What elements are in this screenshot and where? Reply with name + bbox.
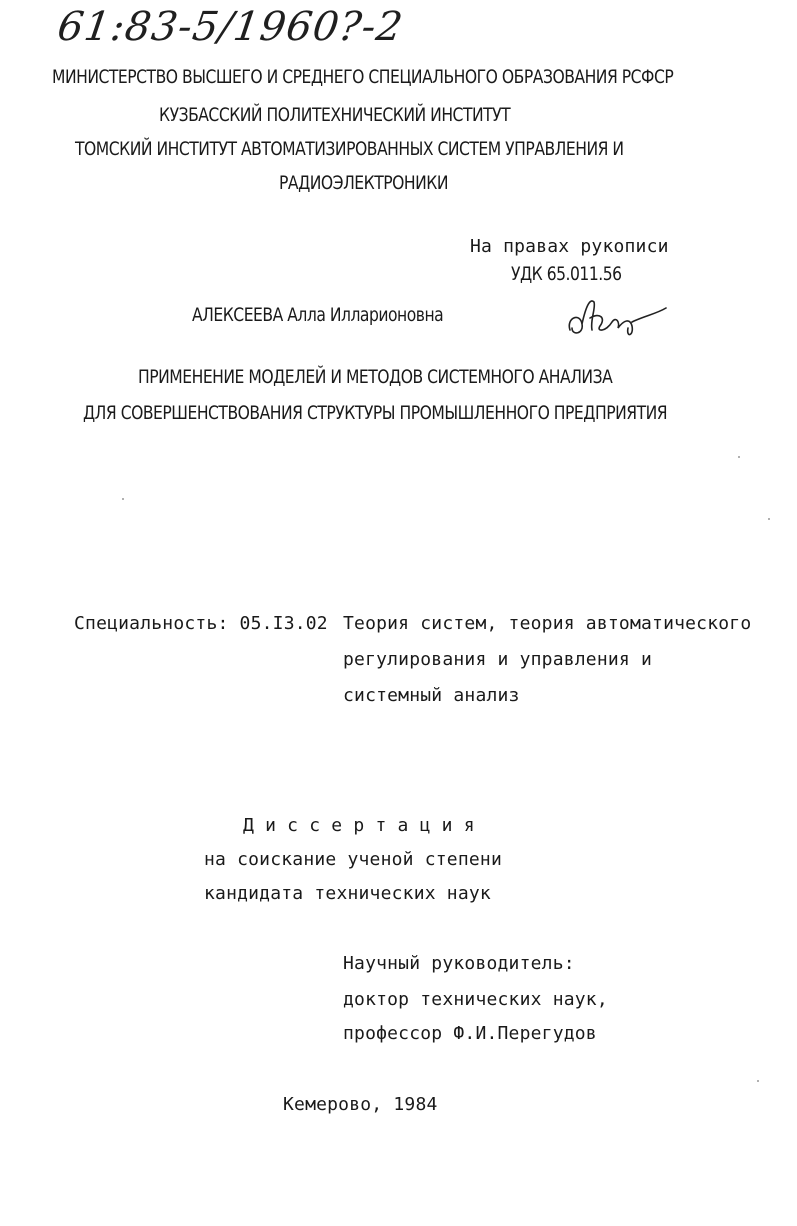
scan-speck	[757, 1080, 759, 1082]
specialty-label: Специальность: 05.I3.02	[74, 613, 328, 634]
degree-line1: на соискание ученой степени	[204, 849, 502, 870]
manuscript-rights: На правах рукописи	[470, 236, 669, 257]
author-signature	[560, 292, 670, 342]
dissertation-heading: Д и с с е р т а ц и я	[243, 815, 475, 836]
udk-code: УДК 65.011.56	[511, 263, 622, 285]
institute-tomsk-line2: РАДИОЭЛЕКТРОНИКИ	[279, 172, 449, 194]
dissertation-title-line2: ДЛЯ СОВЕРШЕНСТВОВАНИЯ СТРУКТУРЫ ПРОМЫШЛЕННОГО ПРЕДПРИЯТИЯ	[83, 402, 668, 424]
institute-kuzbass: КУЗБАССКИЙ ПОЛИТЕХНИЧЕСКИЙ ИНСТИТУТ	[159, 104, 511, 126]
scan-speck	[768, 518, 770, 520]
archive-number-handwritten: 61:83-5/1960?-2	[54, 4, 407, 50]
author-name: АЛЕКСЕЕВА Алла Илларионовна	[192, 304, 444, 326]
scan-speck	[738, 456, 740, 458]
scan-speck	[122, 498, 124, 500]
dissertation-title-line1: ПРИМЕНЕНИЕ МОДЕЛЕЙ И МЕТОДОВ СИСТЕМНОГО АНАЛИЗА	[138, 366, 613, 388]
city-year: Кемерово, 1984	[283, 1094, 438, 1115]
specialty-line3: системный анализ	[343, 685, 520, 706]
degree-line2: кандидата технических наук	[204, 883, 491, 904]
supervisor-name: профессор Ф.И.Перегудов	[343, 1023, 597, 1044]
supervisor-label: Научный руководитель:	[343, 953, 575, 974]
ministry-line: МИНИСТЕРСТВО ВЫСШЕГО И СРЕДНЕГО СПЕЦИАЛЬНОГО ОБРАЗОВАНИЯ РСФСР	[52, 66, 674, 88]
specialty-line1: Теория систем, теория автоматического	[343, 613, 752, 634]
specialty-line2: регулирования и управления и	[343, 649, 653, 670]
institute-tomsk-line1: ТОМСКИЙ ИНСТИТУТ АВТОМАТИЗИРОВАННЫХ СИСТЕМ УПРАВЛЕНИЯ И	[75, 138, 624, 160]
supervisor-degree: доктор технических наук,	[343, 989, 608, 1010]
